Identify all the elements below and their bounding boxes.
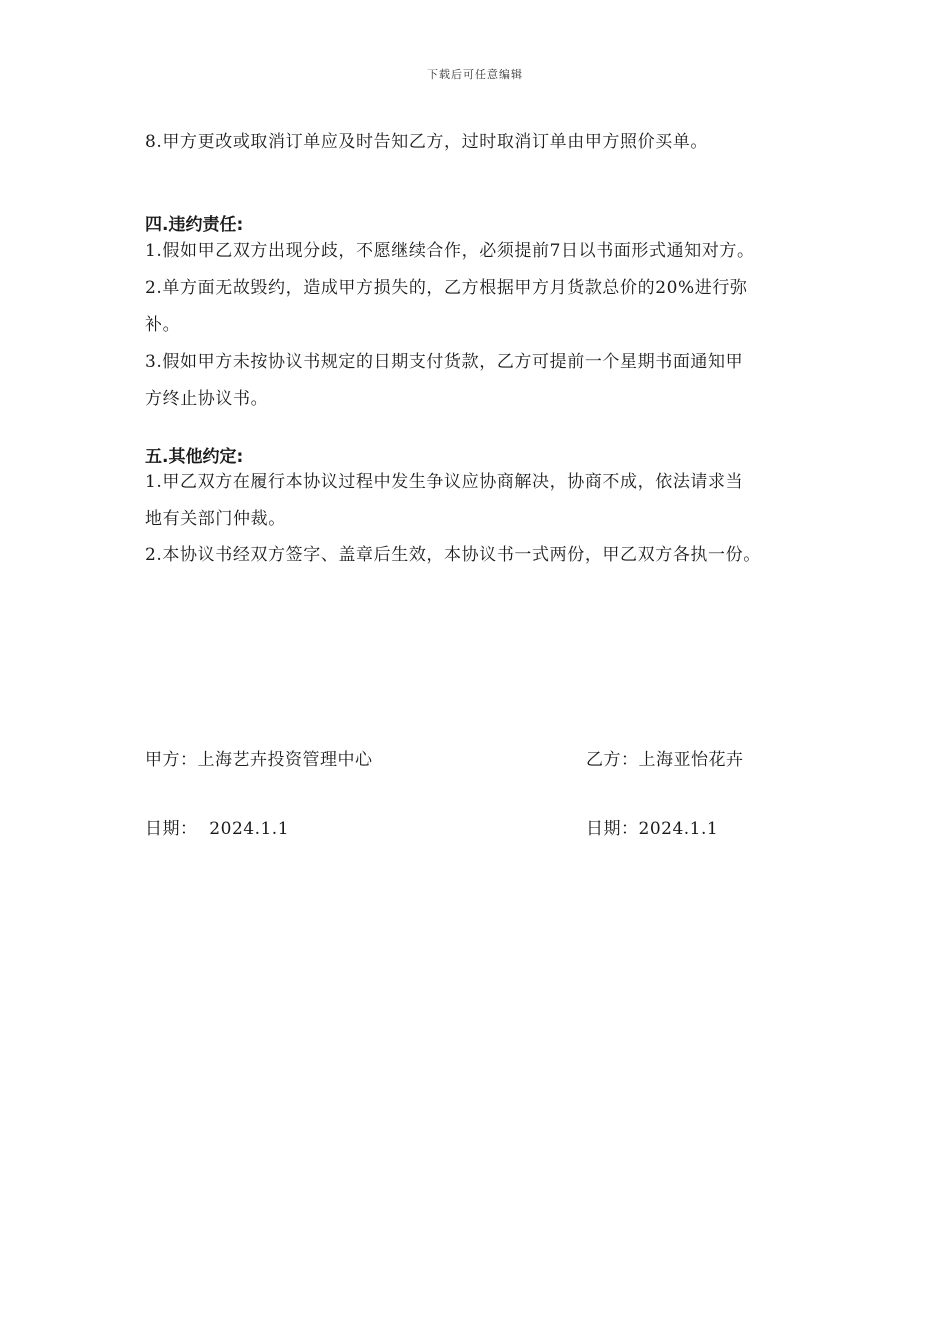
party-b-signature: 乙方：上海亚怡花卉 xyxy=(586,750,744,770)
section-5-line-1a: 1.甲乙双方在履行本协议过程中发生争议应协商解决，协商不成，依法请求当 xyxy=(145,472,744,492)
section-4-line-2b: 补。 xyxy=(145,315,181,335)
party-a-date: 日期： 2024.1.1 xyxy=(145,819,290,839)
clause-item-8: 8.甲方更改或取消订单应及时告知乙方，过时取消订单由甲方照价买单。 xyxy=(145,132,709,152)
section-4-line-3a: 3.假如甲方未按协议书规定的日期支付货款，乙方可提前一个星期书面通知甲 xyxy=(145,352,744,372)
section-4-line-2a: 2.单方面无故毁约，造成甲方损失的，乙方根据甲方月货款总价的20%进行弥 xyxy=(145,278,748,298)
party-b-date: 日期：2024.1.1 xyxy=(586,819,719,839)
section-4-heading: 四.违约责任: xyxy=(145,215,244,235)
section-5-heading: 五.其他约定: xyxy=(145,447,244,467)
section-5-line-2: 2.本协议书经双方签字、盖章后生效，本协议书一式两份，甲乙双方各执一份。 xyxy=(145,545,761,565)
party-a-signature: 甲方：上海艺卉投资管理中心 xyxy=(145,750,373,770)
page-header: 下载后可任意编辑 xyxy=(427,68,523,81)
section-5-line-1b: 地有关部门仲裁。 xyxy=(145,509,286,529)
section-4-line-1: 1.假如甲乙双方出现分歧，不愿继续合作，必须提前7日以书面形式通知对方。 xyxy=(145,241,755,261)
section-4-line-3b: 方终止协议书。 xyxy=(145,389,269,409)
